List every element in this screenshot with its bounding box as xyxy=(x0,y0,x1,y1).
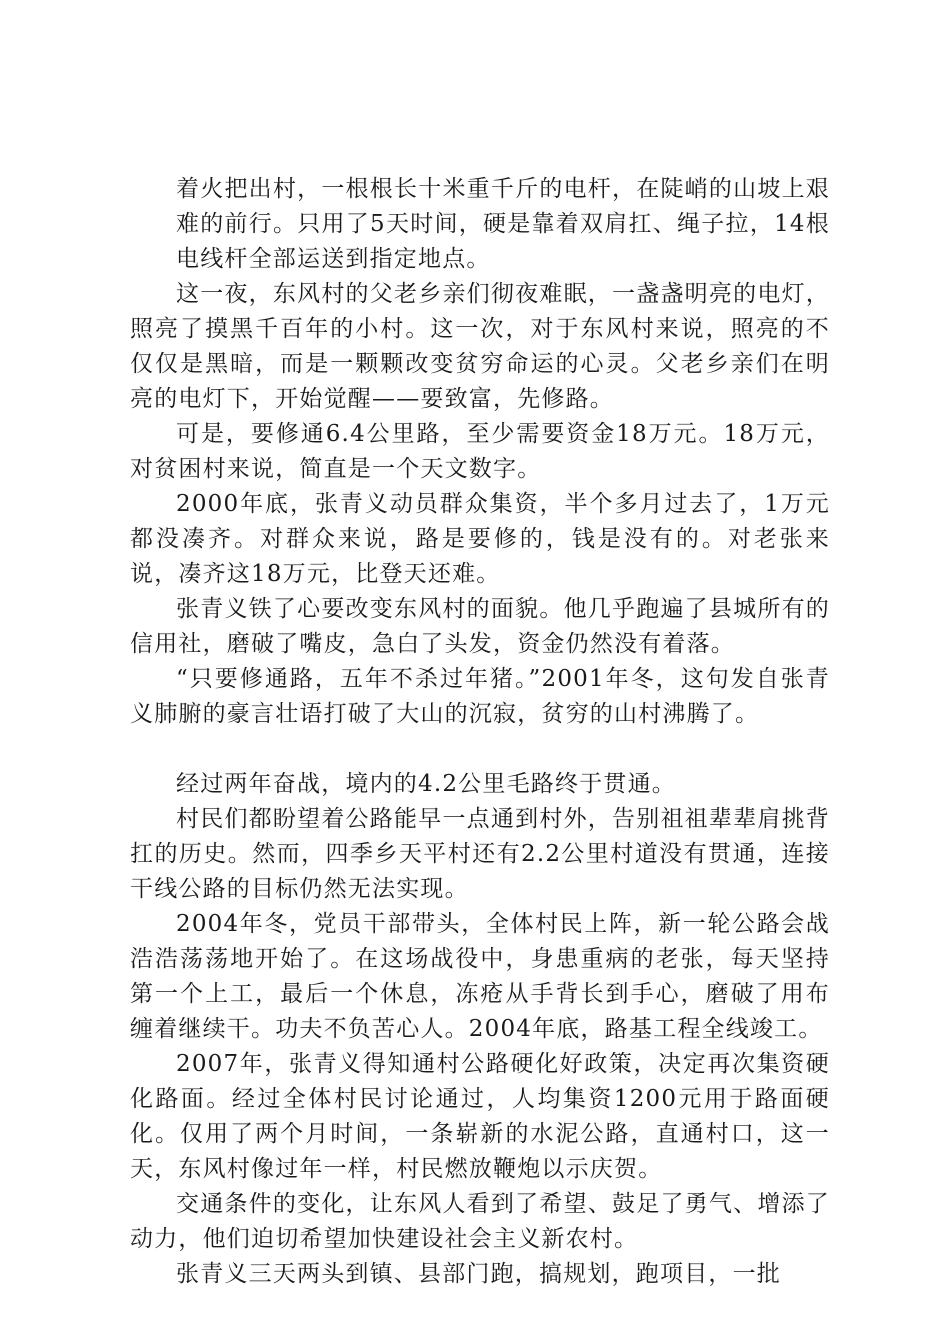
paragraph-gap xyxy=(130,732,830,767)
paragraph-6: “只要修通路，五年不杀过年猪。”2001年冬，这句发自张青义肺腑的豪言壮语打破了大山的沉寂，贫穷的山村沸腾了。 xyxy=(130,666,830,727)
paragraph-4: 2000年底，张青义动员群众集资，半个多月过去了，1万元都没凑齐。对群众来说，路是要修的，钱是没有的。对老张来说，凑齐这18万元，比登天还难。 xyxy=(130,491,830,587)
paragraph-12: 张青义三天两头到镇、县部门跑，搞规划，跑项目，一批 xyxy=(176,1261,781,1287)
paragraph-9: 2004年冬，党员干部带头，全体村民上阵，新一轮公路会战浩浩荡荡地开始了。在这场战役中，身患重病的老张，每天坚持第一个上工，最后一个休息，冻疮从手背长到手心，磨破了用布缠着继续干。功夫不负苦心人。2004年底，路基工程全线竣工。 xyxy=(130,911,830,1042)
paragraph-7: 经过两年奋战，境内的4.2公里毛路终于贯通。 xyxy=(176,771,676,797)
paragraph-1: 着火把出村，一根根长十米重千斤的电杆，在陡峭的山坡上艰难的前行。只用了5天时间，硬是靠着双肩扛、绳子拉，14根电线杆全部运送到指定地点。 xyxy=(176,176,830,272)
paragraph-5: 张青义铁了心要改变东风村的面貌。他几乎跑遍了县城所有的信用社，磨破了嘴皮，急白了头发，资金仍然没有着落。 xyxy=(130,596,830,657)
paragraph-11: 交通条件的变化，让东风人看到了希望、鼓足了勇气、增添了动力，他们迫切希望加快建设社会主义新农村。 xyxy=(130,1191,830,1252)
paragraph-8: 村民们都盼望着公路能早一点通到村外，告别祖祖辈辈肩挑背扛的历史。然而，四季乡天平村还有2.2公里村道没有贯通，连接干线公路的目标仍然无法实现。 xyxy=(130,806,830,902)
paragraph-3: 可是，要修通6.4公里路，至少需要资金18万元。18万元，对贫困村来说，简直是一个天文数字。 xyxy=(130,421,830,482)
paragraph-10: 2007年，张青义得知通村公路硬化好政策，决定再次集资硬化路面。经过全体村民讨论通过，人均集资1200元用于路面硬化。仅用了两个月时间，一条崭新的水泥公路，直通村口，这一天，东风村像过年一样，村民燃放鞭炮以示庆贺。 xyxy=(130,1051,830,1182)
paragraph-2: 这一夜，东风村的父老乡亲们彻夜难眠，一盏盏明亮的电灯，照亮了摸黑千百年的小村。这一次，对于东风村来说，照亮的不仅仅是黑暗，而是一颗颗改变贫穷命运的心灵。父老乡亲们在明亮的电灯下，开始觉醒——要致富，先修路。 xyxy=(130,281,830,412)
document-body xyxy=(130,172,830,1292)
